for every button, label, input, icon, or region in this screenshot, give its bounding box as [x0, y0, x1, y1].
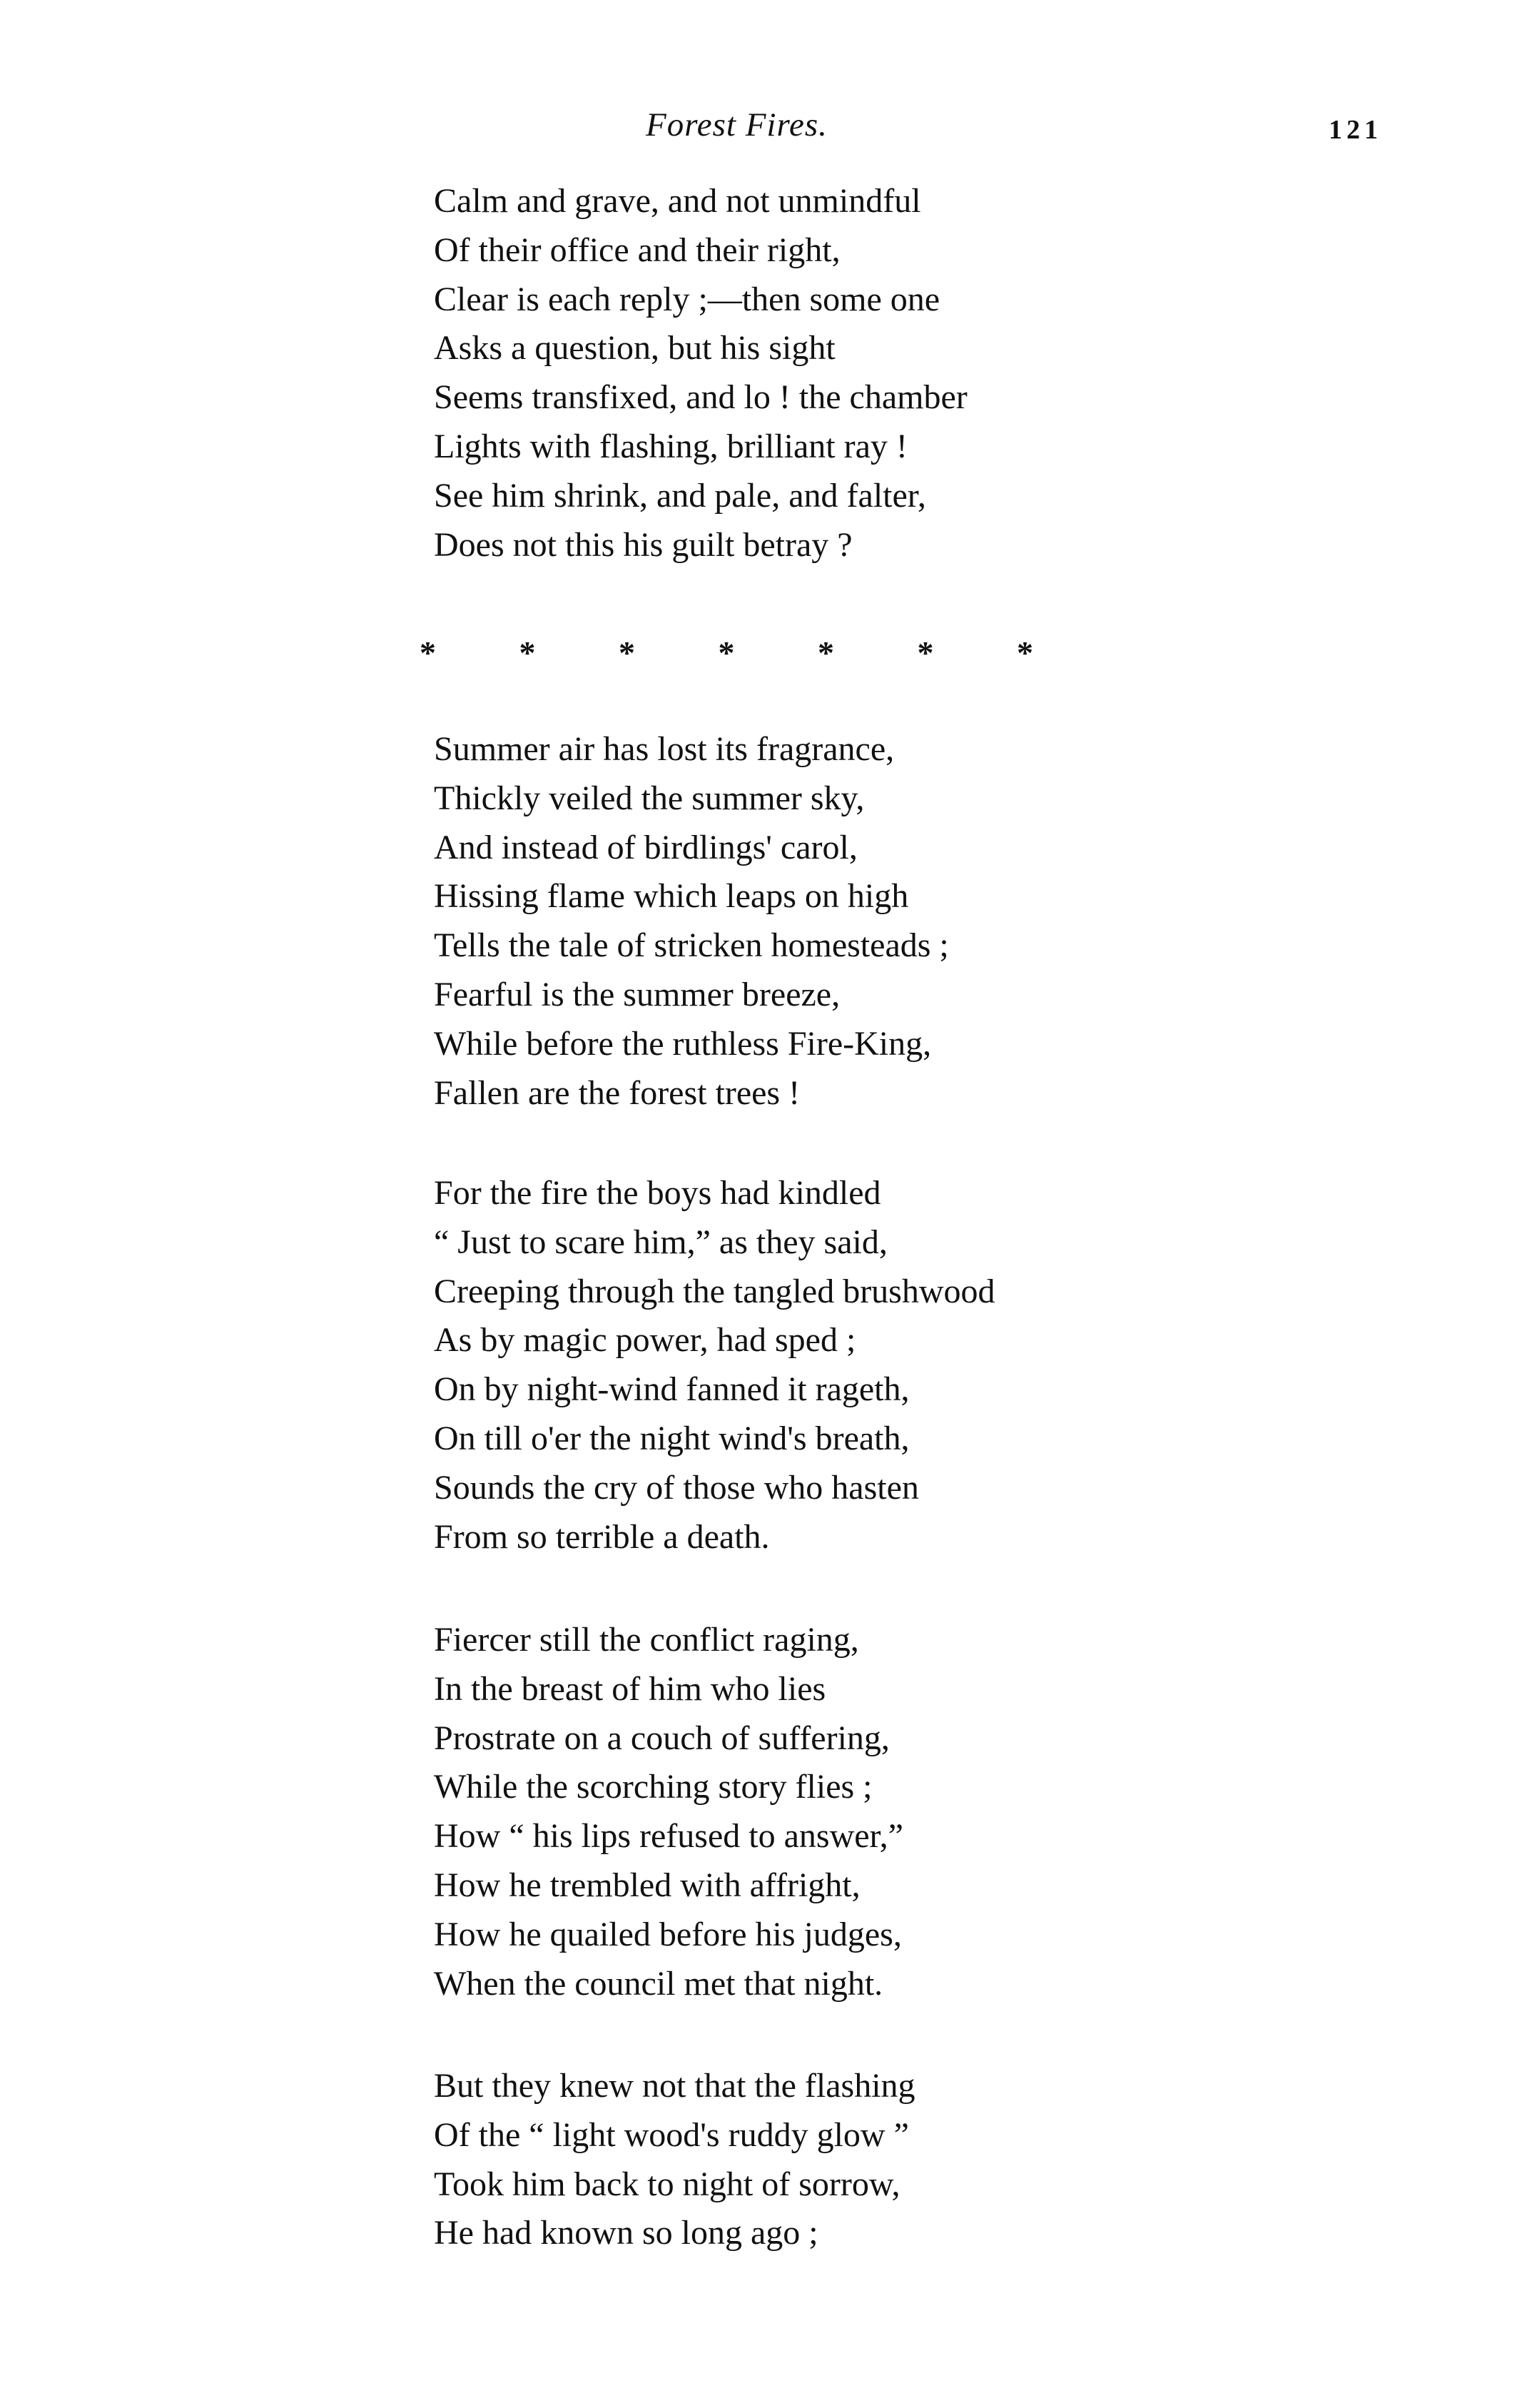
divider-asterisk: * [1017, 634, 1033, 671]
poem-line: Fearful is the summer breeze, [434, 975, 841, 1013]
poem-line: On till o'er the night wind's breath, [434, 1419, 910, 1457]
poem-line: Seems transfixed, and lo ! the chamber [434, 378, 968, 417]
poem-line: Calm and grave, and not unmindful [434, 182, 921, 220]
poem-line: In the breast of him who lies [434, 1669, 826, 1708]
page-number: 121 [1329, 115, 1382, 145]
section-divider [420, 634, 1033, 672]
poem-line: From so terrible a death. [434, 1517, 770, 1556]
divider-asterisk: * [519, 634, 536, 671]
poem-line: As by magic power, had sped ; [434, 1321, 856, 1360]
stanza-3 [434, 1169, 1361, 1562]
poem-line: Fallen are the forest trees ! [434, 1073, 801, 1112]
poem-line: How “ his lips refused to answer,” [434, 1817, 903, 1856]
divider-asterisk: * [420, 634, 436, 671]
poem-line: Does not this his guilt betray ? [434, 525, 853, 564]
poem-line: But they knew not that the flashing [434, 2067, 915, 2105]
poem-line: Of the “ light wood's ruddy glow ” [434, 2115, 909, 2154]
poem-line: Thickly veiled the summer sky, [434, 779, 865, 817]
poem-line: Prostrate on a couch of suffering, [434, 1719, 890, 1757]
poem-line: Fiercer still the conflict raging, [434, 1621, 859, 1659]
poem-line: For the fire the boys had kindled [434, 1174, 881, 1212]
divider-asterisk: * [718, 634, 735, 671]
poem-line: See him shrink, and pale, and falter, [434, 476, 926, 515]
poem-line: He had known so long ago ; [434, 2214, 818, 2252]
poem-line: Clear is each reply ;—then some one [434, 280, 940, 318]
poem-line: “ Just to scare him,” as they said, [434, 1223, 888, 1261]
poem-line: How he trembled with affright, [434, 1866, 861, 1904]
poem-line: Summer air has lost its fragrance, [434, 730, 895, 768]
poem-line: Of their office and their right, [434, 231, 841, 269]
poem-line: Sounds the cry of those who hasten [434, 1468, 919, 1507]
poem-line: And instead of birdlings' carol, [434, 828, 858, 866]
poem-line: Creeping through the tangled brushwood [434, 1272, 995, 1310]
poem-line: Lights with flashing, brilliant ray ! [434, 427, 908, 465]
poem-line: While the scorching story flies ; [434, 1768, 873, 1806]
poem-line: While before the ruthless Fire-King, [434, 1024, 932, 1063]
poem-line: When the council met that night. [434, 1964, 883, 2003]
stanza-1 [434, 177, 1361, 570]
poem-line: Took him back to night of sorrow, [434, 2165, 900, 2203]
divider-asterisk: * [818, 634, 834, 671]
divider-asterisk: * [619, 634, 635, 671]
poem-line: On by night-wind fanned it rageth, [434, 1370, 910, 1409]
stanza-4 [434, 1616, 1361, 2008]
poem-line: How he quailed before his judges, [434, 1915, 902, 1953]
poem-line: Asks a question, but his sight [434, 329, 836, 368]
poem-line: Tells the tale of stricken homesteads ; [434, 926, 949, 965]
running-title: Forest Fires. [646, 106, 828, 143]
poem-line: Hissing flame which leaps on high [434, 877, 909, 916]
stanza-2 [434, 725, 1361, 1118]
stanza-5 [434, 2062, 1361, 2258]
divider-asterisk: * [917, 634, 934, 671]
